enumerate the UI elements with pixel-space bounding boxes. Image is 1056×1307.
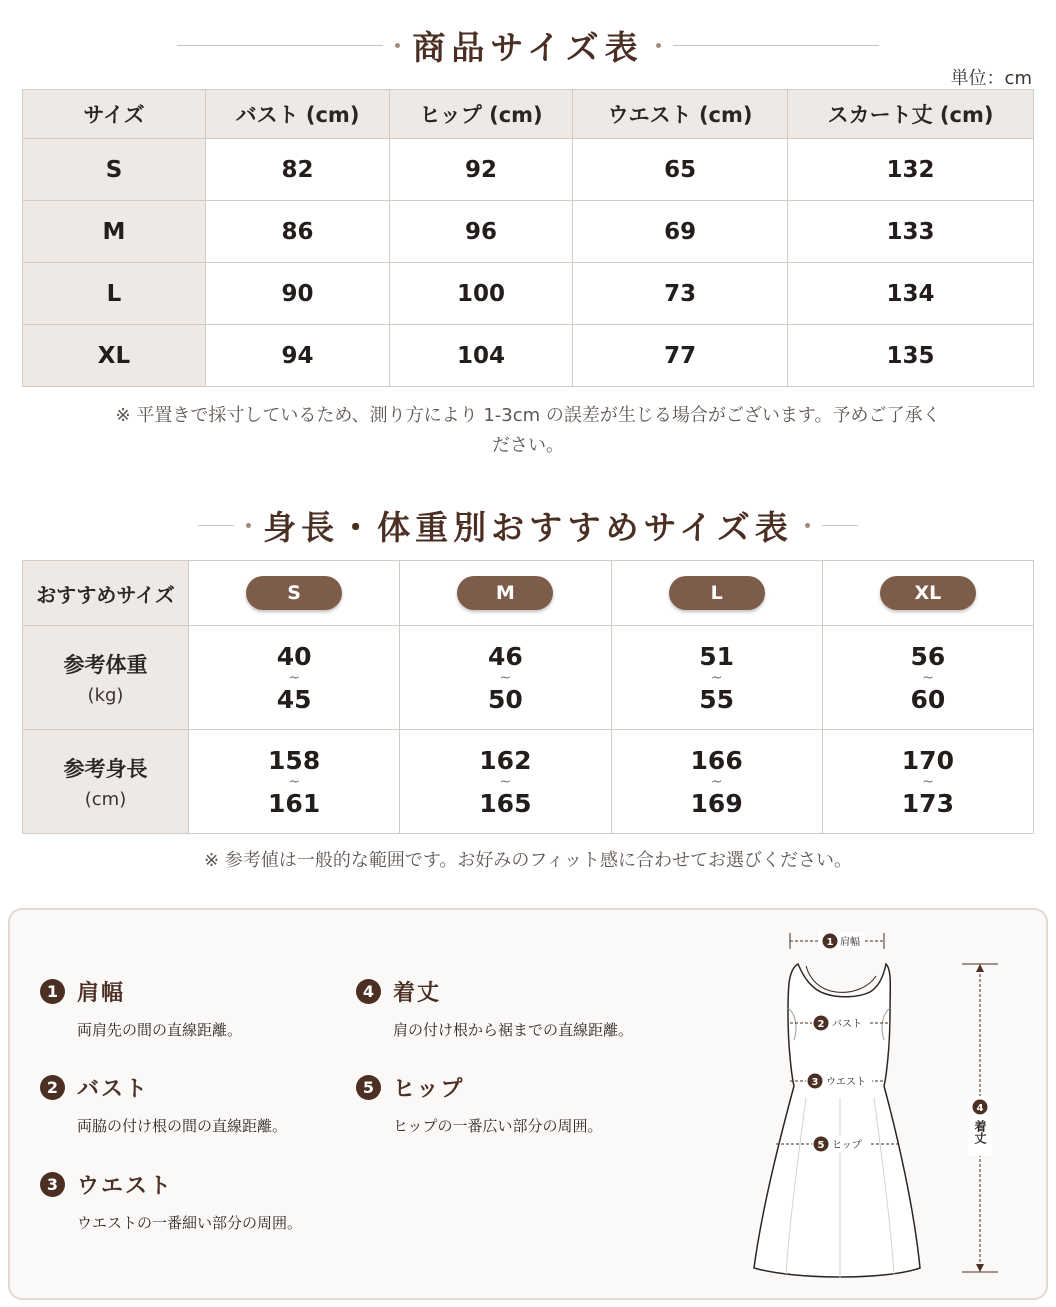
column-header: スカート丈 (cm)	[788, 90, 1034, 139]
size-cell	[822, 561, 1033, 626]
measure-description: 肩の付け根から裾までの直線距離。	[393, 1021, 634, 1039]
range-to: 169	[690, 788, 743, 818]
measure-item-shoulder	[40, 976, 242, 1040]
title-divider-left	[177, 45, 383, 46]
measure-title: 肩幅	[77, 981, 126, 1006]
shoulder-label: 肩幅	[840, 937, 860, 948]
measure-description: ヒップの一番広い部分の周囲。	[393, 1117, 603, 1135]
size-cell: M	[23, 201, 206, 263]
title-dot-right	[656, 43, 661, 48]
weight-row	[23, 626, 1034, 730]
range-from: 56	[910, 641, 946, 671]
range-from: 170	[901, 745, 954, 775]
note-line: ださい。	[492, 435, 564, 456]
size-cell: L	[23, 263, 206, 325]
weight-cell	[822, 626, 1033, 730]
measure-description: 両肩先の間の直線距離。	[77, 1021, 243, 1039]
range-tilde: ~	[710, 669, 723, 686]
table-row	[23, 201, 1034, 263]
size-cell	[611, 561, 822, 626]
waist-cell: 65	[573, 139, 788, 201]
measure-item-bust	[40, 1072, 287, 1136]
measure-item-waist	[40, 1169, 302, 1233]
range-from: 162	[479, 745, 532, 775]
height-label: 参考身長	[63, 757, 148, 781]
recommend-size-row	[23, 561, 1034, 626]
size-cell: XL	[23, 325, 206, 387]
column-header: サイズ	[23, 90, 206, 139]
column-header: バスト (cm)	[206, 90, 390, 139]
measure-title: 着丈	[393, 981, 442, 1006]
skirt-length-cell: 134	[788, 263, 1034, 325]
recommend-size-label: おすすめサイズ	[36, 582, 175, 607]
length-badge-number: 4	[976, 1103, 984, 1114]
height-cell	[611, 730, 822, 834]
height-cell	[400, 730, 611, 834]
range-from: 166	[690, 745, 743, 775]
number-badge: 3	[40, 1172, 65, 1197]
weight-cell	[189, 626, 400, 730]
range-to: 45	[276, 684, 312, 714]
waist-cell: 77	[573, 325, 788, 387]
recommend-table	[22, 560, 1034, 834]
height-cell	[189, 730, 400, 834]
range-tilde: ~	[499, 773, 512, 790]
length-arrow-bottom	[976, 1264, 984, 1272]
size-cell	[189, 561, 400, 626]
hip-cell: 92	[390, 139, 573, 201]
hip-label: ヒップ	[832, 1140, 862, 1151]
size-table-header-row	[23, 90, 1034, 139]
title-divider-left	[198, 525, 234, 526]
bust-badge-number: 2	[817, 1019, 825, 1030]
range-to: 60	[910, 684, 946, 714]
title-dot-right	[805, 523, 810, 528]
length-label: 着丈	[973, 1120, 987, 1144]
number-badge: 2	[40, 1075, 65, 1100]
size-badge: M	[457, 576, 553, 610]
shoulder-badge-number: 1	[826, 937, 834, 948]
size-badge: L	[669, 576, 765, 610]
note-line: ※ 平置きで採寸しているため、測り方により 1-3cm の誤差が生じる場合がございます。予めご了承く	[115, 405, 941, 426]
size-badge: XL	[880, 576, 976, 610]
range-from: 46	[487, 641, 523, 671]
size-badge: S	[246, 576, 342, 610]
number-badge: 1	[40, 979, 65, 1004]
waist-label: ウエスト	[826, 1077, 866, 1088]
hip-cell: 96	[390, 201, 573, 263]
range-tilde: ~	[288, 773, 300, 790]
weight-label: 参考体重	[63, 653, 148, 677]
size-cell	[400, 561, 611, 626]
row-header	[23, 730, 189, 834]
hip-cell: 100	[390, 263, 573, 325]
range-to: 161	[268, 788, 321, 818]
bust-cell: 86	[206, 201, 390, 263]
dress-outline	[754, 964, 920, 1277]
range-to: 173	[901, 788, 954, 818]
bust-cell: 90	[206, 263, 390, 325]
range-tilde: ~	[710, 773, 723, 790]
size-chart-note	[40, 401, 1016, 461]
measure-title: ウエスト	[77, 1174, 174, 1199]
measure-description: ウエストの一番細い部分の周囲。	[77, 1214, 303, 1232]
skirt-length-cell: 133	[788, 201, 1034, 263]
measure-item-hip	[356, 1072, 603, 1136]
column-header: ウエスト (cm)	[573, 90, 788, 139]
length-arrow-top	[976, 964, 984, 972]
height-unit: (cm)	[84, 789, 127, 810]
row-header	[23, 626, 189, 730]
recommend-note: ※ 参考値は一般的な範囲です。お好みのフィット感に合わせてお選びください。	[204, 850, 852, 871]
hip-cell: 104	[390, 325, 573, 387]
measure-title: バスト	[77, 1077, 150, 1102]
title-dot-left	[246, 523, 251, 528]
range-tilde: ~	[499, 669, 512, 686]
bust-cell: 94	[206, 325, 390, 387]
recommend-chart-title: 身長・体重別おすすめサイズ表	[263, 508, 793, 547]
height-row	[23, 730, 1034, 834]
range-from: 40	[276, 641, 312, 671]
skirt-length-cell: 135	[788, 325, 1034, 387]
range-to: 55	[699, 684, 735, 714]
measure-description: 両脇の付け根の間の直線距離。	[77, 1117, 288, 1135]
bust-cell: 82	[206, 139, 390, 201]
weight-cell	[611, 626, 822, 730]
number-badge: 4	[356, 979, 381, 1004]
recommend-title-row	[0, 502, 1056, 549]
size-chart-title-row	[0, 22, 1056, 69]
bust-label: バスト	[832, 1019, 862, 1030]
column-header: ヒップ (cm)	[390, 90, 573, 139]
weight-unit: (kg)	[87, 685, 124, 706]
row-header	[23, 561, 189, 626]
range-tilde: ~	[288, 669, 300, 686]
unit-label: 単位：cm	[950, 68, 1032, 89]
title-divider-right	[673, 45, 879, 46]
weight-cell	[400, 626, 611, 730]
range-tilde: ~	[922, 773, 934, 790]
title-dot-left	[395, 43, 400, 48]
measure-item-length	[356, 976, 633, 1040]
range-tilde: ~	[922, 669, 934, 686]
height-cell	[822, 730, 1033, 834]
size-table	[22, 89, 1034, 387]
neckline-inner	[806, 966, 876, 992]
hip-badge-number: 5	[817, 1140, 825, 1151]
range-to: 50	[487, 684, 523, 714]
range-from: 51	[699, 641, 735, 671]
waist-cell: 69	[573, 201, 788, 263]
waist-cell: 73	[573, 263, 788, 325]
number-badge: 5	[356, 1075, 381, 1100]
title-divider-right	[822, 525, 858, 526]
dress-diagram	[736, 918, 1026, 1288]
table-row	[23, 263, 1034, 325]
size-chart-title: 商品サイズ表	[412, 28, 644, 67]
table-row	[23, 139, 1034, 201]
range-from: 158	[268, 745, 321, 775]
range-to: 165	[479, 788, 532, 818]
waist-badge-number: 3	[811, 1077, 819, 1088]
skirt-length-cell: 132	[788, 139, 1034, 201]
measure-title: ヒップ	[393, 1077, 465, 1102]
size-cell: S	[23, 139, 206, 201]
table-row	[23, 325, 1034, 387]
